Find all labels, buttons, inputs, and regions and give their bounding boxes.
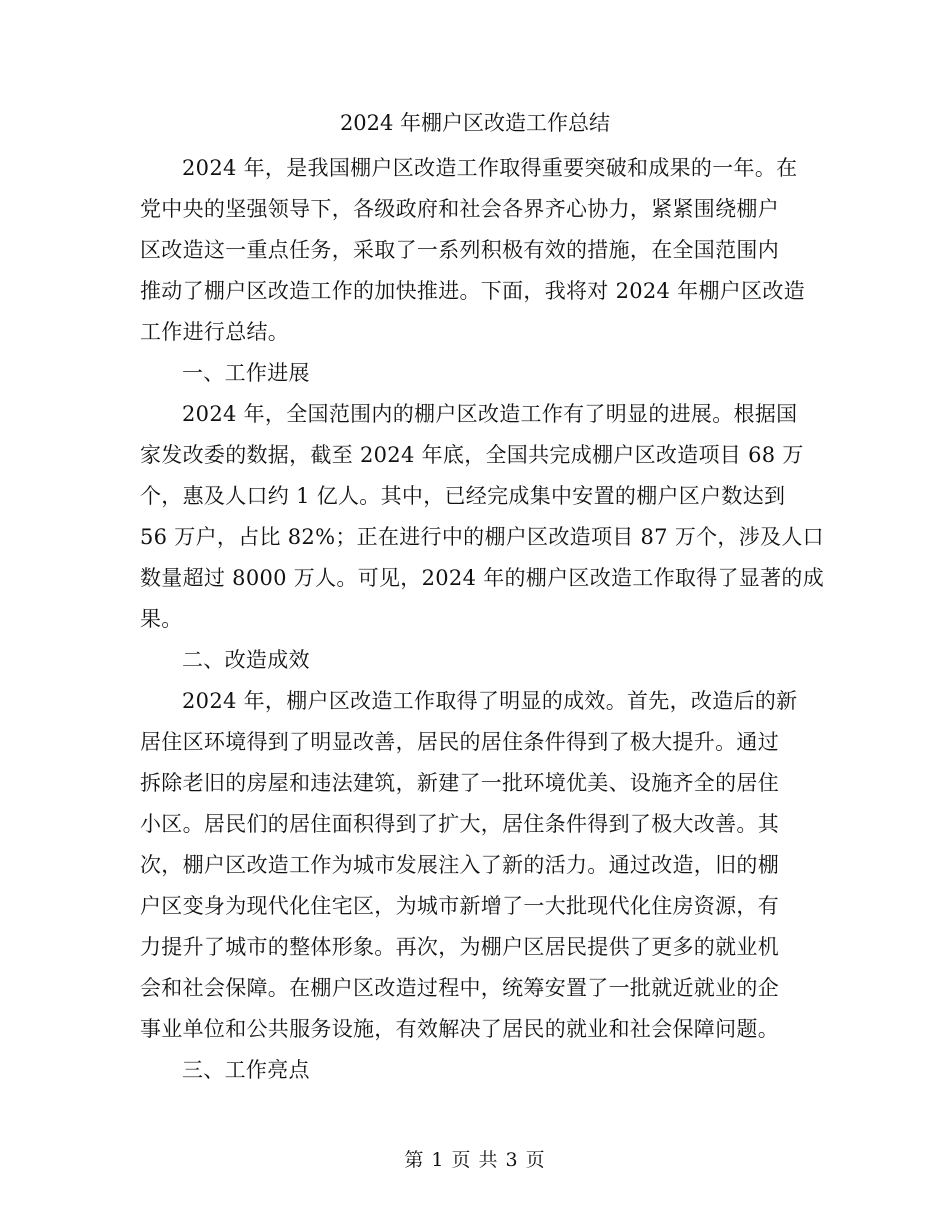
paragraph-line: 2024 年，全国范围内的棚户区改造工作有了明显的进展。根据国 [182, 402, 798, 426]
section-heading-progress: 一、工作进展 [182, 361, 310, 385]
paragraph-line: 区改造这一重点任务，采取了一系列积极有效的措施，在全国范围内 [140, 238, 779, 262]
progress-paragraph [140, 394, 825, 640]
paragraph-line: 推动了棚户区改造工作的加快推进。下面，我将对 2024 年棚户区改造 [140, 279, 805, 303]
paragraph-line: 小区。居民们的居住面积得到了扩大，居住条件得到了极大改善。其 [140, 812, 779, 836]
paragraph-line: 力提升了城市的整体形象。再次，为棚户区居民提供了更多的就业机 [140, 935, 779, 959]
page-number-footer: 第 1 页 共 3 页 [404, 1149, 546, 1171]
paragraph-line: 拆除老旧的房屋和违法建筑，新建了一批环境优美、设施齐全的居住 [140, 771, 779, 795]
section-heading-results: 二、改造成效 [182, 648, 310, 672]
paragraph-line: 事业单位和公共服务设施，有效解决了居民的就业和社会保障问题。 [140, 1017, 779, 1041]
results-paragraph [140, 681, 810, 1050]
paragraph-line: 户区变身为现代化住宅区，为城市新增了一大批现代化住房资源，有 [140, 894, 779, 918]
section-heading-highlights: 三、工作亮点 [182, 1058, 310, 1082]
paragraph-line: 党中央的坚强领导下，各级政府和社会各界齐心协力，紧紧围绕棚户 [140, 197, 779, 221]
paragraph-line: 居住区环境得到了明显改善，居民的居住条件得到了极大提升。通过 [140, 730, 779, 754]
intro-paragraph [140, 148, 810, 353]
paragraph-line: 56 万户，占比 82%；正在进行中的棚户区改造项目 87 万个，涉及人口 [140, 525, 824, 549]
paragraph-line: 数量超过 8000 万人。可见，2024 年的棚户区改造工作取得了显著的成 [140, 566, 825, 590]
paragraph-line: 个，惠及人口约 1 亿人。其中，已经完成集中安置的棚户区户数达到 [140, 484, 786, 508]
paragraph-line: 工作进行总结。 [140, 320, 290, 344]
paragraph-line: 次，棚户区改造工作为城市发展注入了新的活力。通过改造，旧的棚 [140, 853, 779, 877]
paragraph-line: 会和社会保障。在棚户区改造过程中，统筹安置了一批就近就业的企 [140, 976, 779, 1000]
paragraph-line: 2024 年，是我国棚户区改造工作取得重要突破和成果的一年。在 [182, 156, 798, 180]
document-body [140, 148, 825, 1091]
paragraph-line: 2024 年，棚户区改造工作取得了明显的成效。首先，改造后的新 [182, 689, 798, 713]
paragraph-line: 果。 [140, 607, 183, 631]
document-title: 2024 年棚户区改造工作总结 [339, 111, 611, 135]
paragraph-line: 家发改委的数据，截至 2024 年底，全国共完成棚户区改造项目 68 万 [140, 443, 804, 467]
